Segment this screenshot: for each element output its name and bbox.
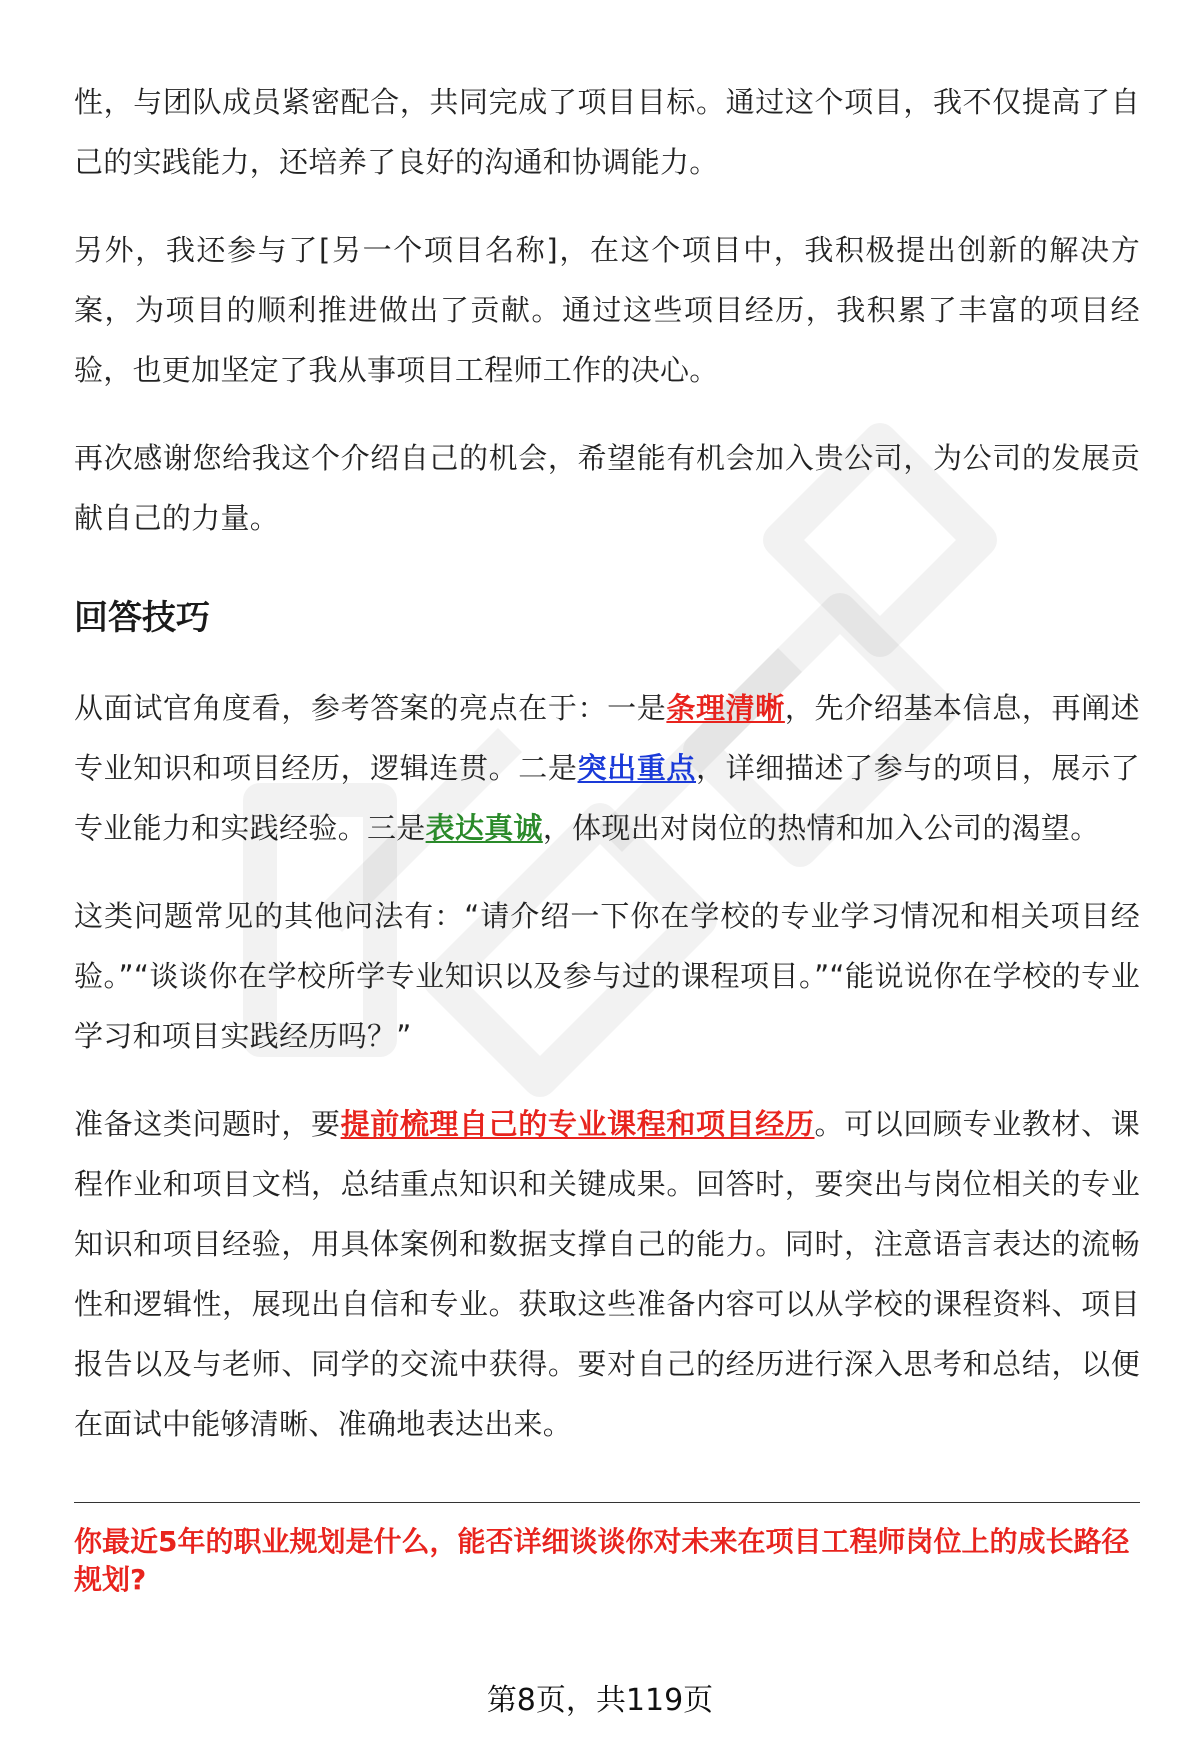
- tips-p1-text-b: ，先介绍基本信息，再阐述专业知识和项目经历，逻辑连贯。二是: [74, 691, 1140, 785]
- tips-paragraph-1: [74, 678, 1140, 858]
- tips-heading: 回答技巧: [74, 598, 210, 638]
- intro-paragraph-1: 性，与团队成员紧密配合，共同完成了项目目标。通过这个项目，我不仅提高了自己的实践能力，还培养了良好的沟通和协调能力。: [74, 85, 1140, 179]
- intro-paragraph-2: 另外，我还参与了[另一个项目名称]，在这个项目中，我积极提出创新的解决方案，为项目的顺利推进做出了贡献。通过这些项目经历，我积累了丰富的项目经验，也更加坚定了我从事项目工程师工作的决心。: [74, 233, 1140, 387]
- page-number: 第8页，共119页: [486, 1683, 714, 1718]
- tips-paragraph-2: 这类问题常见的其他问法有：“请介绍一下你在学校的专业学习情况和相关项目经验。”“谈谈你在学校所学专业知识以及参与过的课程项目。”“能说说你在学校的专业学习和项目实践经历吗？”: [74, 899, 1140, 1053]
- tips-p3-text-b: 。可以回顾专业教材、课程作业和项目文档，总结重点知识和关键成果。回答时，要突出与岗位相关的专业知识和项目经验，用具体案例和数据支撑自己的能力。同时，注意语言表达的流畅性和逻辑性，展现出自信和专业。获取这些准备内容可以从学校的课程资料、项目报告以及与老师、同学的交流中获得。要对自己的经历进行深入思考和总结，以便在面试中能够清晰、准确地表达出来。: [74, 1107, 1140, 1441]
- highlight-sincere: 表达真诚: [425, 811, 543, 845]
- highlight-clear-structure: 条理清晰: [666, 691, 785, 725]
- highlight-prepare: 提前梳理自己的专业课程和项目经历: [340, 1107, 815, 1141]
- next-question: 你最近5年的职业规划是什么，能否详细谈谈你对未来在项目工程师岗位上的成长路径规划?: [74, 1525, 1130, 1596]
- highlight-key-points: 突出重点: [577, 751, 697, 785]
- tips-p1-text-a: 从面试官角度看，参考答案的亮点在于：一是: [74, 691, 667, 725]
- intro-paragraph-3: 再次感谢您给我这个介绍自己的机会，希望能有机会加入贵公司，为公司的发展贡献自己的力量。: [74, 441, 1140, 535]
- tips-p1-text-c: ，详细描述了参与的项目，展示了专业能力和实践经验。三是: [74, 751, 1140, 845]
- tips-p3-text-a: 准备这类问题时，要: [74, 1107, 341, 1141]
- section-divider: [74, 1502, 1140, 1503]
- tips-p1-text-d: ，体现出对岗位的热情和加入公司的渴望。: [542, 811, 1100, 845]
- document-page: [74, 72, 1140, 1599]
- tips-paragraph-3: [74, 1094, 1140, 1454]
